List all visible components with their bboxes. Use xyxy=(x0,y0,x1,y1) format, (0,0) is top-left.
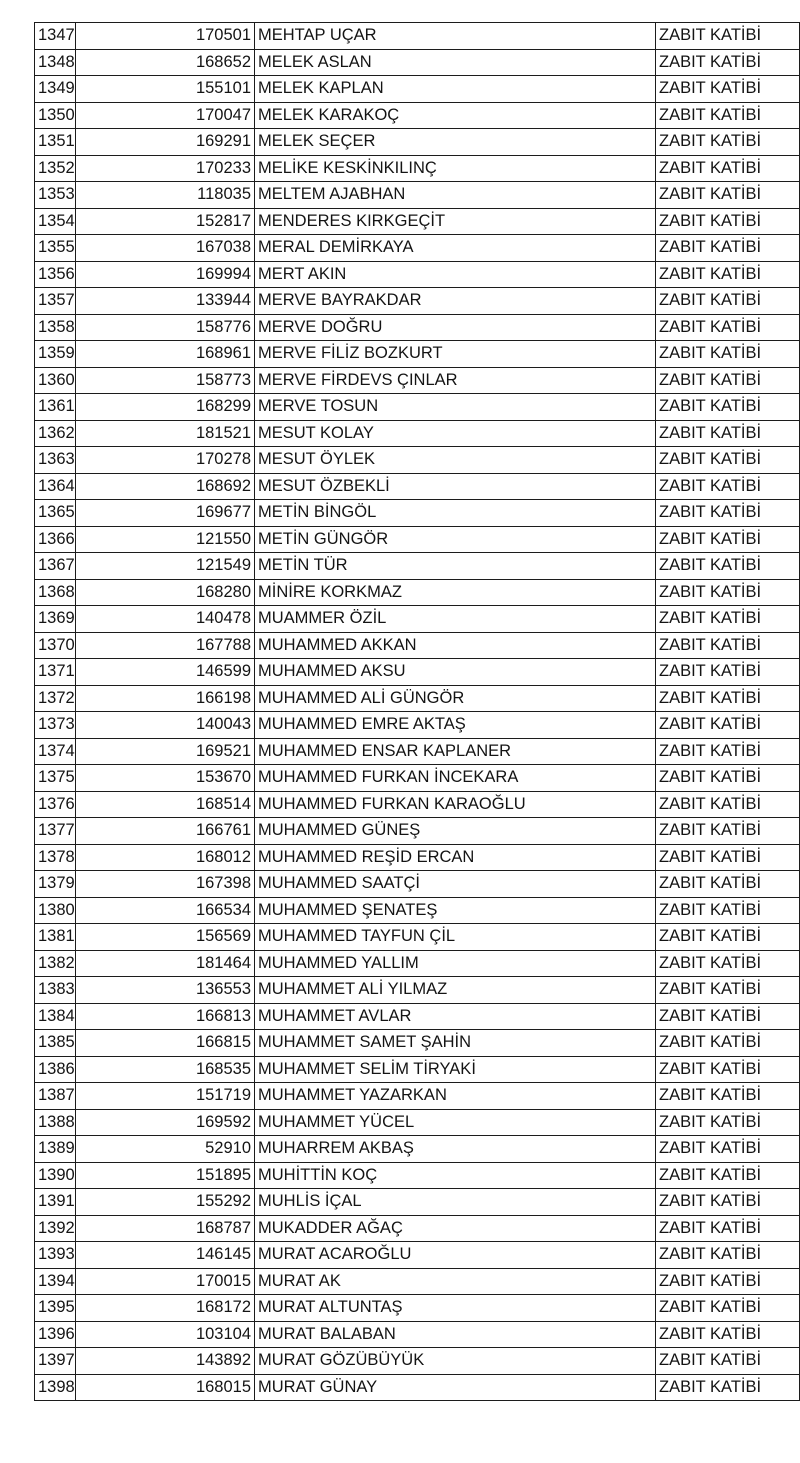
row-number-cell: 1369 xyxy=(35,606,76,633)
registration-number-cell: 52910 xyxy=(76,1136,255,1163)
row-number-cell: 1378 xyxy=(35,844,76,871)
table-row xyxy=(35,765,800,792)
job-title-cell: ZABIT KATİBİ xyxy=(656,1348,800,1375)
row-number-cell: 1386 xyxy=(35,1056,76,1083)
registration-number-cell: 133944 xyxy=(76,288,255,315)
registration-number-cell: 168692 xyxy=(76,473,255,500)
registration-number-cell: 170278 xyxy=(76,447,255,474)
job-title-cell: ZABIT KATİBİ xyxy=(656,367,800,394)
job-title-cell: ZABIT KATİBİ xyxy=(656,1030,800,1057)
row-number-cell: 1385 xyxy=(35,1030,76,1057)
row-number-cell: 1351 xyxy=(35,129,76,156)
row-number-cell: 1390 xyxy=(35,1162,76,1189)
row-number-cell: 1388 xyxy=(35,1109,76,1136)
registration-number-cell: 166198 xyxy=(76,685,255,712)
full-name-cell: MUHAMMED YALLIM xyxy=(255,950,656,977)
full-name-cell: MELEK KAPLAN xyxy=(255,76,656,103)
full-name-cell: MERVE FİRDEVS ÇINLAR xyxy=(255,367,656,394)
job-title-cell: ZABIT KATİBİ xyxy=(656,1056,800,1083)
job-title-cell: ZABIT KATİBİ xyxy=(656,23,800,50)
full-name-cell: MURAT ALTUNTAŞ xyxy=(255,1295,656,1322)
registration-number-cell: 155292 xyxy=(76,1189,255,1216)
table-row xyxy=(35,950,800,977)
table-row xyxy=(35,235,800,262)
registration-number-cell: 156569 xyxy=(76,924,255,951)
full-name-cell: MESUT ÖYLEK xyxy=(255,447,656,474)
full-name-cell: MUAMMER ÖZİL xyxy=(255,606,656,633)
registration-number-cell: 168787 xyxy=(76,1215,255,1242)
full-name-cell: MUHAMMED REŞİD ERCAN xyxy=(255,844,656,871)
job-title-cell: ZABIT KATİBİ xyxy=(656,341,800,368)
registration-number-cell: 152817 xyxy=(76,208,255,235)
registration-number-cell: 168012 xyxy=(76,844,255,871)
full-name-cell: MERT AKIN xyxy=(255,261,656,288)
table-row xyxy=(35,791,800,818)
job-title-cell: ZABIT KATİBİ xyxy=(656,871,800,898)
full-name-cell: MUHAMMED GÜNEŞ xyxy=(255,818,656,845)
full-name-cell: MURAT ACAROĞLU xyxy=(255,1242,656,1269)
document-page xyxy=(34,22,800,1401)
registration-number-cell: 140043 xyxy=(76,712,255,739)
registration-number-cell: 168280 xyxy=(76,579,255,606)
full-name-cell: MERVE TOSUN xyxy=(255,394,656,421)
row-number-cell: 1356 xyxy=(35,261,76,288)
registration-number-cell: 169521 xyxy=(76,738,255,765)
full-name-cell: MUHAMMED SAATÇİ xyxy=(255,871,656,898)
full-name-cell: MİNİRE KORKMAZ xyxy=(255,579,656,606)
table-row xyxy=(35,341,800,368)
job-title-cell: ZABIT KATİBİ xyxy=(656,712,800,739)
table-row xyxy=(35,871,800,898)
full-name-cell: MERVE BAYRAKDAR xyxy=(255,288,656,315)
row-number-cell: 1361 xyxy=(35,394,76,421)
personnel-table xyxy=(34,22,800,1401)
table-row xyxy=(35,420,800,447)
registration-number-cell: 169994 xyxy=(76,261,255,288)
registration-number-cell: 151719 xyxy=(76,1083,255,1110)
row-number-cell: 1398 xyxy=(35,1374,76,1401)
full-name-cell: MUHAMMED ŞENATEŞ xyxy=(255,897,656,924)
full-name-cell: METİN BİNGÖL xyxy=(255,500,656,527)
row-number-cell: 1380 xyxy=(35,897,76,924)
job-title-cell: ZABIT KATİBİ xyxy=(656,473,800,500)
job-title-cell: ZABIT KATİBİ xyxy=(656,553,800,580)
registration-number-cell: 168652 xyxy=(76,49,255,76)
table-row xyxy=(35,977,800,1004)
table-row xyxy=(35,129,800,156)
table-row xyxy=(35,261,800,288)
registration-number-cell: 166761 xyxy=(76,818,255,845)
table-row xyxy=(35,1295,800,1322)
job-title-cell: ZABIT KATİBİ xyxy=(656,314,800,341)
full-name-cell: MELTEM AJABHAN xyxy=(255,182,656,209)
table-row xyxy=(35,1003,800,1030)
job-title-cell: ZABIT KATİBİ xyxy=(656,685,800,712)
job-title-cell: ZABIT KATİBİ xyxy=(656,1321,800,1348)
registration-number-cell: 168514 xyxy=(76,791,255,818)
table-row xyxy=(35,1056,800,1083)
full-name-cell: MUHAMMED ALİ GÜNGÖR xyxy=(255,685,656,712)
full-name-cell: MUHAMMET SAMET ŞAHİN xyxy=(255,1030,656,1057)
row-number-cell: 1397 xyxy=(35,1348,76,1375)
table-row xyxy=(35,182,800,209)
registration-number-cell: 153670 xyxy=(76,765,255,792)
full-name-cell: MUHAMMET AVLAR xyxy=(255,1003,656,1030)
row-number-cell: 1389 xyxy=(35,1136,76,1163)
table-row xyxy=(35,1136,800,1163)
registration-number-cell: 167038 xyxy=(76,235,255,262)
job-title-cell: ZABIT KATİBİ xyxy=(656,1189,800,1216)
row-number-cell: 1396 xyxy=(35,1321,76,1348)
job-title-cell: ZABIT KATİBİ xyxy=(656,950,800,977)
table-row xyxy=(35,844,800,871)
registration-number-cell: 170047 xyxy=(76,102,255,129)
full-name-cell: MUHAMMED AKSU xyxy=(255,659,656,686)
table-row xyxy=(35,473,800,500)
registration-number-cell: 146145 xyxy=(76,1242,255,1269)
table-row xyxy=(35,500,800,527)
registration-number-cell: 146599 xyxy=(76,659,255,686)
job-title-cell: ZABIT KATİBİ xyxy=(656,447,800,474)
table-row xyxy=(35,1242,800,1269)
row-number-cell: 1374 xyxy=(35,738,76,765)
registration-number-cell: 118035 xyxy=(76,182,255,209)
full-name-cell: MESUT ÖZBEKLİ xyxy=(255,473,656,500)
full-name-cell: MUHAMMET YÜCEL xyxy=(255,1109,656,1136)
full-name-cell: MUHAMMET ALİ YILMAZ xyxy=(255,977,656,1004)
table-row xyxy=(35,1374,800,1401)
full-name-cell: MENDERES KIRKGEÇİT xyxy=(255,208,656,235)
job-title-cell: ZABIT KATİBİ xyxy=(656,1215,800,1242)
job-title-cell: ZABIT KATİBİ xyxy=(656,420,800,447)
row-number-cell: 1383 xyxy=(35,977,76,1004)
registration-number-cell: 168015 xyxy=(76,1374,255,1401)
job-title-cell: ZABIT KATİBİ xyxy=(656,1083,800,1110)
row-number-cell: 1362 xyxy=(35,420,76,447)
full-name-cell: METİN GÜNGÖR xyxy=(255,526,656,553)
registration-number-cell: 151895 xyxy=(76,1162,255,1189)
table-row xyxy=(35,76,800,103)
row-number-cell: 1395 xyxy=(35,1295,76,1322)
row-number-cell: 1349 xyxy=(35,76,76,103)
full-name-cell: MESUT KOLAY xyxy=(255,420,656,447)
table-row xyxy=(35,818,800,845)
row-number-cell: 1391 xyxy=(35,1189,76,1216)
table-row xyxy=(35,1083,800,1110)
job-title-cell: ZABIT KATİBİ xyxy=(656,261,800,288)
registration-number-cell: 170015 xyxy=(76,1268,255,1295)
full-name-cell: MELİKE KESKİNKILINÇ xyxy=(255,155,656,182)
registration-number-cell: 169291 xyxy=(76,129,255,156)
table-row xyxy=(35,314,800,341)
full-name-cell: MURAT BALABAN xyxy=(255,1321,656,1348)
job-title-cell: ZABIT KATİBİ xyxy=(656,844,800,871)
registration-number-cell: 181464 xyxy=(76,950,255,977)
row-number-cell: 1363 xyxy=(35,447,76,474)
row-number-cell: 1364 xyxy=(35,473,76,500)
registration-number-cell: 166815 xyxy=(76,1030,255,1057)
job-title-cell: ZABIT KATİBİ xyxy=(656,1162,800,1189)
job-title-cell: ZABIT KATİBİ xyxy=(656,288,800,315)
registration-number-cell: 166813 xyxy=(76,1003,255,1030)
full-name-cell: MERAL DEMİRKAYA xyxy=(255,235,656,262)
row-number-cell: 1365 xyxy=(35,500,76,527)
table-row xyxy=(35,606,800,633)
table-row xyxy=(35,685,800,712)
registration-number-cell: 168299 xyxy=(76,394,255,421)
table-row xyxy=(35,49,800,76)
job-title-cell: ZABIT KATİBİ xyxy=(656,235,800,262)
table-row xyxy=(35,367,800,394)
row-number-cell: 1394 xyxy=(35,1268,76,1295)
table-row xyxy=(35,208,800,235)
row-number-cell: 1354 xyxy=(35,208,76,235)
job-title-cell: ZABIT KATİBİ xyxy=(656,897,800,924)
registration-number-cell: 158773 xyxy=(76,367,255,394)
row-number-cell: 1353 xyxy=(35,182,76,209)
full-name-cell: MUHAMMET SELİM TİRYAKİ xyxy=(255,1056,656,1083)
full-name-cell: MUHARREM AKBAŞ xyxy=(255,1136,656,1163)
full-name-cell: MELEK KARAKOÇ xyxy=(255,102,656,129)
registration-number-cell: 155101 xyxy=(76,76,255,103)
table-row xyxy=(35,288,800,315)
registration-number-cell: 136553 xyxy=(76,977,255,1004)
row-number-cell: 1373 xyxy=(35,712,76,739)
table-row xyxy=(35,632,800,659)
row-number-cell: 1367 xyxy=(35,553,76,580)
table-row xyxy=(35,23,800,50)
job-title-cell: ZABIT KATİBİ xyxy=(656,1003,800,1030)
full-name-cell: MEHTAP UÇAR xyxy=(255,23,656,50)
full-name-cell: MUHAMMED EMRE AKTAŞ xyxy=(255,712,656,739)
row-number-cell: 1347 xyxy=(35,23,76,50)
job-title-cell: ZABIT KATİBİ xyxy=(656,632,800,659)
full-name-cell: MERVE FİLİZ BOZKURT xyxy=(255,341,656,368)
registration-number-cell: 169592 xyxy=(76,1109,255,1136)
full-name-cell: MUHİTTİN KOÇ xyxy=(255,1162,656,1189)
row-number-cell: 1381 xyxy=(35,924,76,951)
row-number-cell: 1387 xyxy=(35,1083,76,1110)
job-title-cell: ZABIT KATİBİ xyxy=(656,579,800,606)
job-title-cell: ZABIT KATİBİ xyxy=(656,924,800,951)
row-number-cell: 1358 xyxy=(35,314,76,341)
full-name-cell: MURAT GÜNAY xyxy=(255,1374,656,1401)
table-row xyxy=(35,102,800,129)
full-name-cell: MUHAMMED FURKAN İNCEKARA xyxy=(255,765,656,792)
registration-number-cell: 103104 xyxy=(76,1321,255,1348)
registration-number-cell: 168172 xyxy=(76,1295,255,1322)
table-row xyxy=(35,579,800,606)
row-number-cell: 1348 xyxy=(35,49,76,76)
registration-number-cell: 168961 xyxy=(76,341,255,368)
table-row xyxy=(35,526,800,553)
table-row xyxy=(35,155,800,182)
full-name-cell: MUHAMMED AKKAN xyxy=(255,632,656,659)
table-row xyxy=(35,924,800,951)
row-number-cell: 1379 xyxy=(35,871,76,898)
job-title-cell: ZABIT KATİBİ xyxy=(656,791,800,818)
job-title-cell: ZABIT KATİBİ xyxy=(656,606,800,633)
job-title-cell: ZABIT KATİBİ xyxy=(656,49,800,76)
registration-number-cell: 170501 xyxy=(76,23,255,50)
table-row xyxy=(35,1321,800,1348)
job-title-cell: ZABIT KATİBİ xyxy=(656,526,800,553)
row-number-cell: 1368 xyxy=(35,579,76,606)
job-title-cell: ZABIT KATİBİ xyxy=(656,1374,800,1401)
job-title-cell: ZABIT KATİBİ xyxy=(656,1136,800,1163)
table-row xyxy=(35,1268,800,1295)
row-number-cell: 1366 xyxy=(35,526,76,553)
row-number-cell: 1355 xyxy=(35,235,76,262)
row-number-cell: 1357 xyxy=(35,288,76,315)
table-body xyxy=(35,23,800,1401)
job-title-cell: ZABIT KATİBİ xyxy=(656,738,800,765)
row-number-cell: 1360 xyxy=(35,367,76,394)
full-name-cell: MERVE DOĞRU xyxy=(255,314,656,341)
row-number-cell: 1371 xyxy=(35,659,76,686)
table-row xyxy=(35,1215,800,1242)
row-number-cell: 1375 xyxy=(35,765,76,792)
table-row xyxy=(35,738,800,765)
table-row xyxy=(35,897,800,924)
registration-number-cell: 158776 xyxy=(76,314,255,341)
row-number-cell: 1382 xyxy=(35,950,76,977)
job-title-cell: ZABIT KATİBİ xyxy=(656,1109,800,1136)
registration-number-cell: 121550 xyxy=(76,526,255,553)
job-title-cell: ZABIT KATİBİ xyxy=(656,1295,800,1322)
table-row xyxy=(35,1348,800,1375)
full-name-cell: MUHAMMET YAZARKAN xyxy=(255,1083,656,1110)
row-number-cell: 1370 xyxy=(35,632,76,659)
table-row xyxy=(35,1109,800,1136)
registration-number-cell: 170233 xyxy=(76,155,255,182)
full-name-cell: METİN TÜR xyxy=(255,553,656,580)
job-title-cell: ZABIT KATİBİ xyxy=(656,500,800,527)
full-name-cell: MELEK SEÇER xyxy=(255,129,656,156)
full-name-cell: MURAT AK xyxy=(255,1268,656,1295)
job-title-cell: ZABIT KATİBİ xyxy=(656,394,800,421)
job-title-cell: ZABIT KATİBİ xyxy=(656,818,800,845)
row-number-cell: 1350 xyxy=(35,102,76,129)
job-title-cell: ZABIT KATİBİ xyxy=(656,659,800,686)
job-title-cell: ZABIT KATİBİ xyxy=(656,182,800,209)
row-number-cell: 1392 xyxy=(35,1215,76,1242)
full-name-cell: MURAT GÖZÜBÜYÜK xyxy=(255,1348,656,1375)
job-title-cell: ZABIT KATİBİ xyxy=(656,208,800,235)
row-number-cell: 1376 xyxy=(35,791,76,818)
row-number-cell: 1384 xyxy=(35,1003,76,1030)
job-title-cell: ZABIT KATİBİ xyxy=(656,102,800,129)
full-name-cell: MUKADDER AĞAÇ xyxy=(255,1215,656,1242)
full-name-cell: MUHLİS İÇAL xyxy=(255,1189,656,1216)
job-title-cell: ZABIT KATİBİ xyxy=(656,129,800,156)
row-number-cell: 1352 xyxy=(35,155,76,182)
full-name-cell: MUHAMMED TAYFUN ÇİL xyxy=(255,924,656,951)
full-name-cell: MELEK ASLAN xyxy=(255,49,656,76)
registration-number-cell: 143892 xyxy=(76,1348,255,1375)
job-title-cell: ZABIT KATİBİ xyxy=(656,765,800,792)
full-name-cell: MUHAMMED ENSAR KAPLANER xyxy=(255,738,656,765)
registration-number-cell: 181521 xyxy=(76,420,255,447)
full-name-cell: MUHAMMED FURKAN KARAOĞLU xyxy=(255,791,656,818)
table-row xyxy=(35,553,800,580)
table-row xyxy=(35,712,800,739)
job-title-cell: ZABIT KATİBİ xyxy=(656,76,800,103)
table-row xyxy=(35,659,800,686)
registration-number-cell: 169677 xyxy=(76,500,255,527)
row-number-cell: 1359 xyxy=(35,341,76,368)
job-title-cell: ZABIT KATİBİ xyxy=(656,1268,800,1295)
table-row xyxy=(35,1162,800,1189)
registration-number-cell: 168535 xyxy=(76,1056,255,1083)
registration-number-cell: 167788 xyxy=(76,632,255,659)
registration-number-cell: 167398 xyxy=(76,871,255,898)
table-row xyxy=(35,394,800,421)
row-number-cell: 1377 xyxy=(35,818,76,845)
table-row xyxy=(35,447,800,474)
row-number-cell: 1393 xyxy=(35,1242,76,1269)
job-title-cell: ZABIT KATİBİ xyxy=(656,977,800,1004)
registration-number-cell: 166534 xyxy=(76,897,255,924)
table-row xyxy=(35,1189,800,1216)
job-title-cell: ZABIT KATİBİ xyxy=(656,155,800,182)
registration-number-cell: 121549 xyxy=(76,553,255,580)
job-title-cell: ZABIT KATİBİ xyxy=(656,1242,800,1269)
registration-number-cell: 140478 xyxy=(76,606,255,633)
row-number-cell: 1372 xyxy=(35,685,76,712)
table-row xyxy=(35,1030,800,1057)
